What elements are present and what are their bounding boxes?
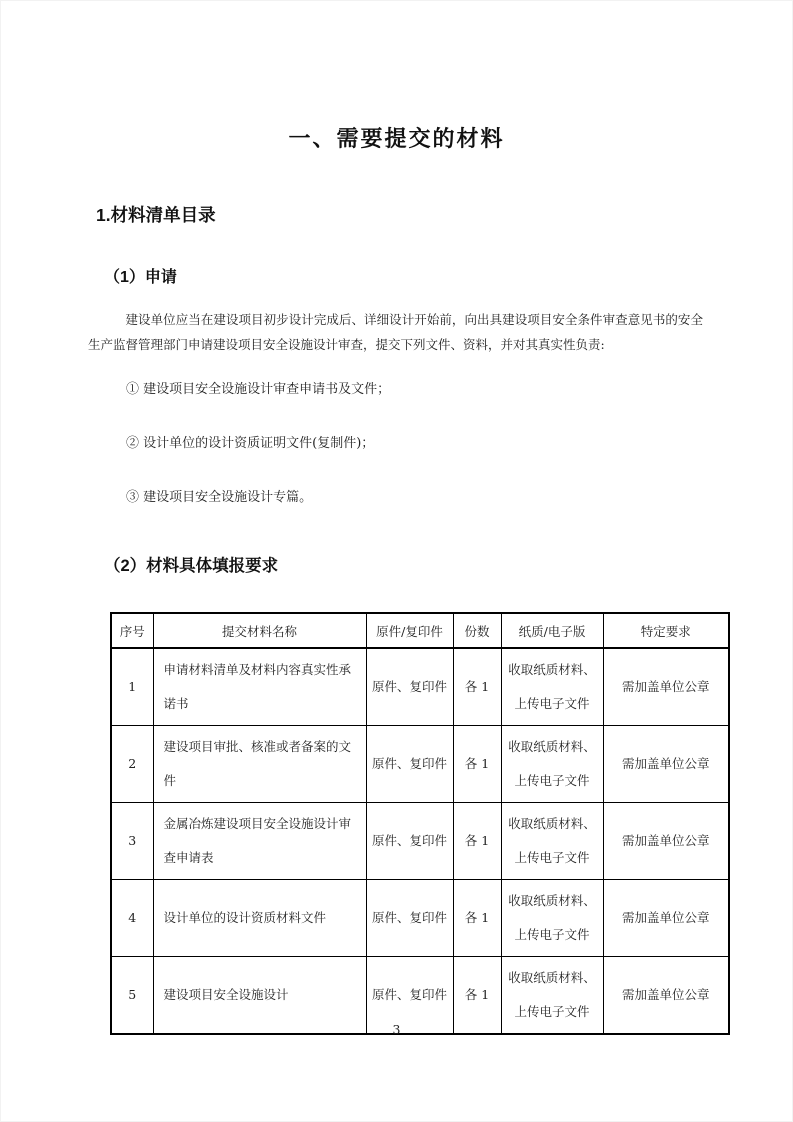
- cell-original-copy: 原件、复印件: [366, 803, 453, 880]
- table-row: [111, 648, 729, 726]
- cell-copies: 各 1: [453, 803, 501, 880]
- cell-special-requirement: 需加盖单位公章: [603, 880, 729, 957]
- cell-copies: 各 1: [453, 726, 501, 803]
- cell-special-requirement: 需加盖单位公章: [603, 957, 729, 1035]
- cell-no: 4: [111, 880, 153, 957]
- cell-paper-line-1: 收取纸质材料、: [508, 893, 596, 908]
- cell-special-requirement: 需加盖单位公章: [603, 803, 729, 880]
- table-row: [111, 803, 729, 880]
- header-original-copy: 原件/复印件: [366, 613, 453, 648]
- cell-paper-line-1: 收取纸质材料、: [508, 739, 596, 754]
- cell-paper-line-1: 收取纸质材料、: [508, 816, 596, 831]
- cell-material-name: 设计单位的设计资质材料文件: [153, 880, 366, 957]
- cell-no: 2: [111, 726, 153, 803]
- subsection-2-heading: （2）材料具体填报要求: [104, 557, 279, 575]
- page-title: 一、需要提交的材料: [288, 126, 505, 151]
- cell-no: 5: [111, 957, 153, 1035]
- cell-paper-electronic: [501, 726, 603, 803]
- cell-special-requirement: 需加盖单位公章: [603, 726, 729, 803]
- cell-no: 3: [111, 803, 153, 880]
- cell-paper-line-2: 上传电子文件: [514, 773, 590, 788]
- header-no: 序号: [111, 613, 153, 648]
- table-row: [111, 726, 729, 803]
- application-paragraph: 建设单位应当在建设项目初步设计完成后、详细设计开始前，向出具建设项目安全条件审查意见书的安全生产监督管理部门申请建设项目安全设施设计审查，提交下列文件、资料，并对其真实性负责:: [88, 312, 703, 352]
- cell-special-requirement: 需加盖单位公章: [603, 648, 729, 726]
- header-copies: 份数: [453, 613, 501, 648]
- header-material-name: 提交材料名称: [153, 613, 366, 648]
- header-special-requirement: 特定要求: [603, 613, 729, 648]
- table-header-row: [111, 613, 729, 648]
- cell-material-name: 建设项目审批、核准或者备案的文件: [153, 726, 366, 803]
- cell-no: 1: [111, 648, 153, 726]
- materials-requirements-table: [110, 612, 730, 1035]
- table-row: [111, 880, 729, 957]
- cell-paper-electronic: [501, 803, 603, 880]
- cell-paper-electronic: [501, 648, 603, 726]
- cell-original-copy: 原件、复印件: [366, 726, 453, 803]
- cell-paper-line-2: 上传电子文件: [514, 927, 590, 942]
- cell-paper-line-1: 收取纸质材料、: [508, 662, 596, 677]
- cell-material-name: 申请材料清单及材料内容真实性承诺书: [153, 648, 366, 726]
- cell-paper-line-2: 上传电子文件: [514, 696, 590, 711]
- header-paper-electronic: 纸质/电子版: [501, 613, 603, 648]
- cell-original-copy: 原件、复印件: [366, 957, 453, 1035]
- cell-material-name: 建设项目安全设施设计: [153, 957, 366, 1035]
- cell-paper-line-2: 上传电子文件: [514, 1004, 590, 1019]
- list-item-3: ③ 建设项目安全设施设计专篇。: [126, 490, 313, 505]
- page-number: 3: [392, 1022, 401, 1037]
- cell-paper-line-2: 上传电子文件: [514, 850, 590, 865]
- subsection-1-heading: （1）申请: [104, 269, 177, 286]
- cell-paper-line-1: 收取纸质材料、: [508, 970, 596, 985]
- list-item-2: ② 设计单位的设计资质证明文件(复制件)；: [126, 436, 375, 451]
- cell-copies: 各 1: [453, 648, 501, 726]
- cell-original-copy: 原件、复印件: [366, 880, 453, 957]
- cell-copies: 各 1: [453, 957, 501, 1035]
- list-item-1: ① 建设项目安全设施设计审查申请书及文件；: [126, 382, 391, 397]
- cell-original-copy: 原件、复印件: [366, 648, 453, 726]
- cell-material-name: 金属冶炼建设项目安全设施设计审查申请表: [153, 803, 366, 880]
- cell-copies: 各 1: [453, 880, 501, 957]
- section-1-heading: 1.材料清单目录: [96, 205, 216, 225]
- cell-paper-electronic: [501, 880, 603, 957]
